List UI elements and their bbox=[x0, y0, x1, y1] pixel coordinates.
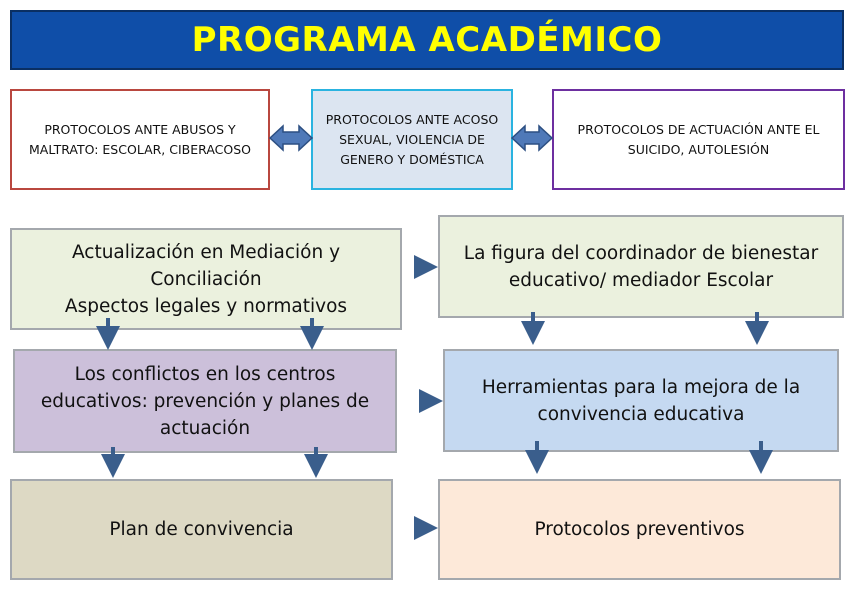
protocol-suicide-text: PROTOCOLOS DE ACTUACIÓN ANTE EL SUICIDO, AUTOLESIÓN bbox=[577, 121, 820, 157]
protocol-abuse-text: PROTOCOLOS ANTE ABUSOS Y MALTRATO: ESCOLAR, CIBERACOSO bbox=[29, 121, 251, 157]
double-arrow-1 bbox=[270, 126, 312, 150]
step-coexistence-plan-text: Plan de convivencia bbox=[109, 519, 294, 540]
step-conflicts-text: Los conflictos en los centros educativos: prevención y planes de actuación bbox=[40, 363, 370, 439]
double-arrow-2 bbox=[512, 126, 552, 150]
step-tools-text: Herramientas para la mejora de la convivencia educativa bbox=[481, 376, 801, 425]
protocol-harassment-text: PROTOCOLOS ANTE ACOSO SEXUAL, VIOLENCIA DE GENERO Y DOMÉSTICA bbox=[325, 111, 499, 167]
step-mediation-line2: Aspectos legales y normativos bbox=[64, 295, 348, 317]
step-preventive-text: Protocolos preventivos bbox=[534, 519, 745, 540]
step-coordinator-text: La figura del coordinador de bienestar educativo/ mediador Escolar bbox=[463, 242, 819, 291]
step-mediation-line1: Actualización en Mediación y Conciliación bbox=[71, 241, 341, 290]
program-title: PROGRAMA ACADÉMICO bbox=[191, 20, 663, 60]
